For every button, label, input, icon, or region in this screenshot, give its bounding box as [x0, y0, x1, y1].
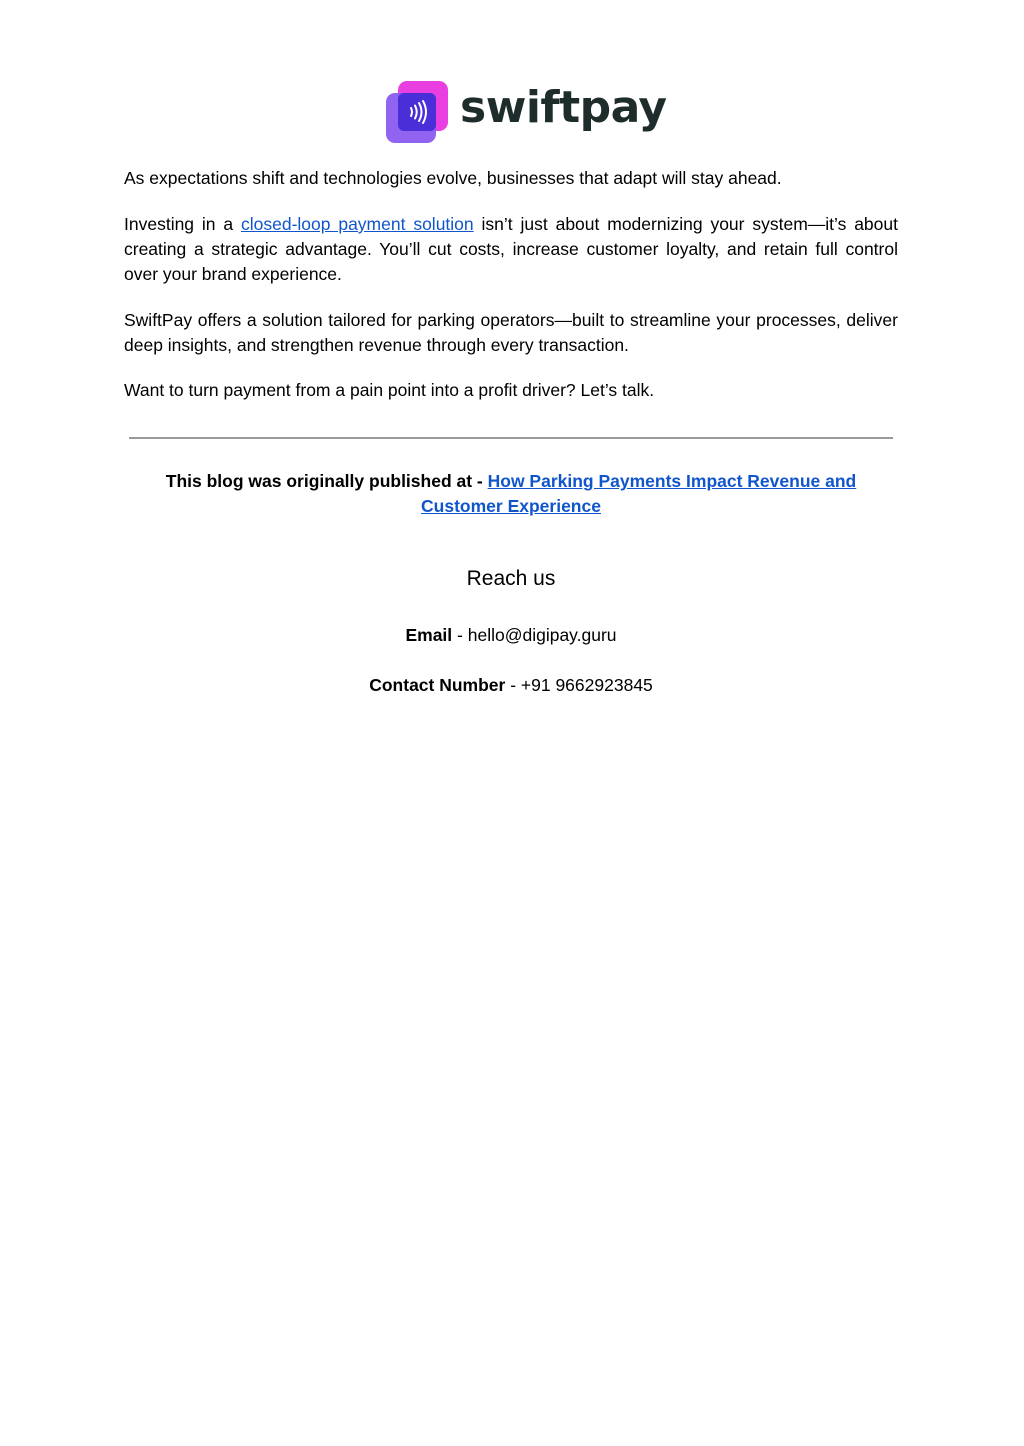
email-value[interactable]: hello@digipay.guru [467, 625, 617, 645]
email-label: Email [405, 625, 453, 645]
phone-label: Contact Number [369, 675, 506, 695]
phone-separator: - [505, 675, 521, 695]
logo-mark [386, 81, 448, 143]
email-separator: - [452, 625, 468, 645]
paragraph-4: Want to turn payment from a pain point into a profit driver? Let’s talk. [124, 380, 655, 400]
horizontal-divider [129, 437, 893, 439]
paragraph-2 [124, 212, 898, 287]
contactless-icon [398, 93, 436, 131]
paragraph-3: SwiftPay offers a solution tailored for parking operators—built to streamline your processes, deliver deep insights, and strengthen revenue through every transaction. [124, 310, 898, 355]
paragraph-1: As expectations shift and technologies evolve, businesses that adapt will stay ahead. [124, 168, 782, 188]
email-line [124, 623, 898, 648]
swiftpay-logo [386, 80, 667, 144]
phone-line [124, 673, 898, 698]
published-prefix: This blog was originally published at - [165, 471, 488, 491]
reach-us-heading: Reach us [466, 567, 556, 590]
paragraph-2-lead: Investing in a [124, 214, 241, 234]
logo-wordmark: swiftpay [460, 82, 667, 133]
published-notice [124, 469, 898, 519]
paragraph-2-rest: isn’t just about modernizing your system—it’s about creating a strategic advantage. You’ll cut costs, increase customer loyalty, and retain full control over your brand experience. [124, 214, 898, 284]
original-post-link[interactable]: How Parking Payments Impact Revenue and Customer Experience [421, 471, 857, 516]
phone-value[interactable]: +91 9662923845 [520, 675, 653, 695]
closed-loop-payment-link[interactable]: closed-loop payment solution [240, 214, 474, 234]
